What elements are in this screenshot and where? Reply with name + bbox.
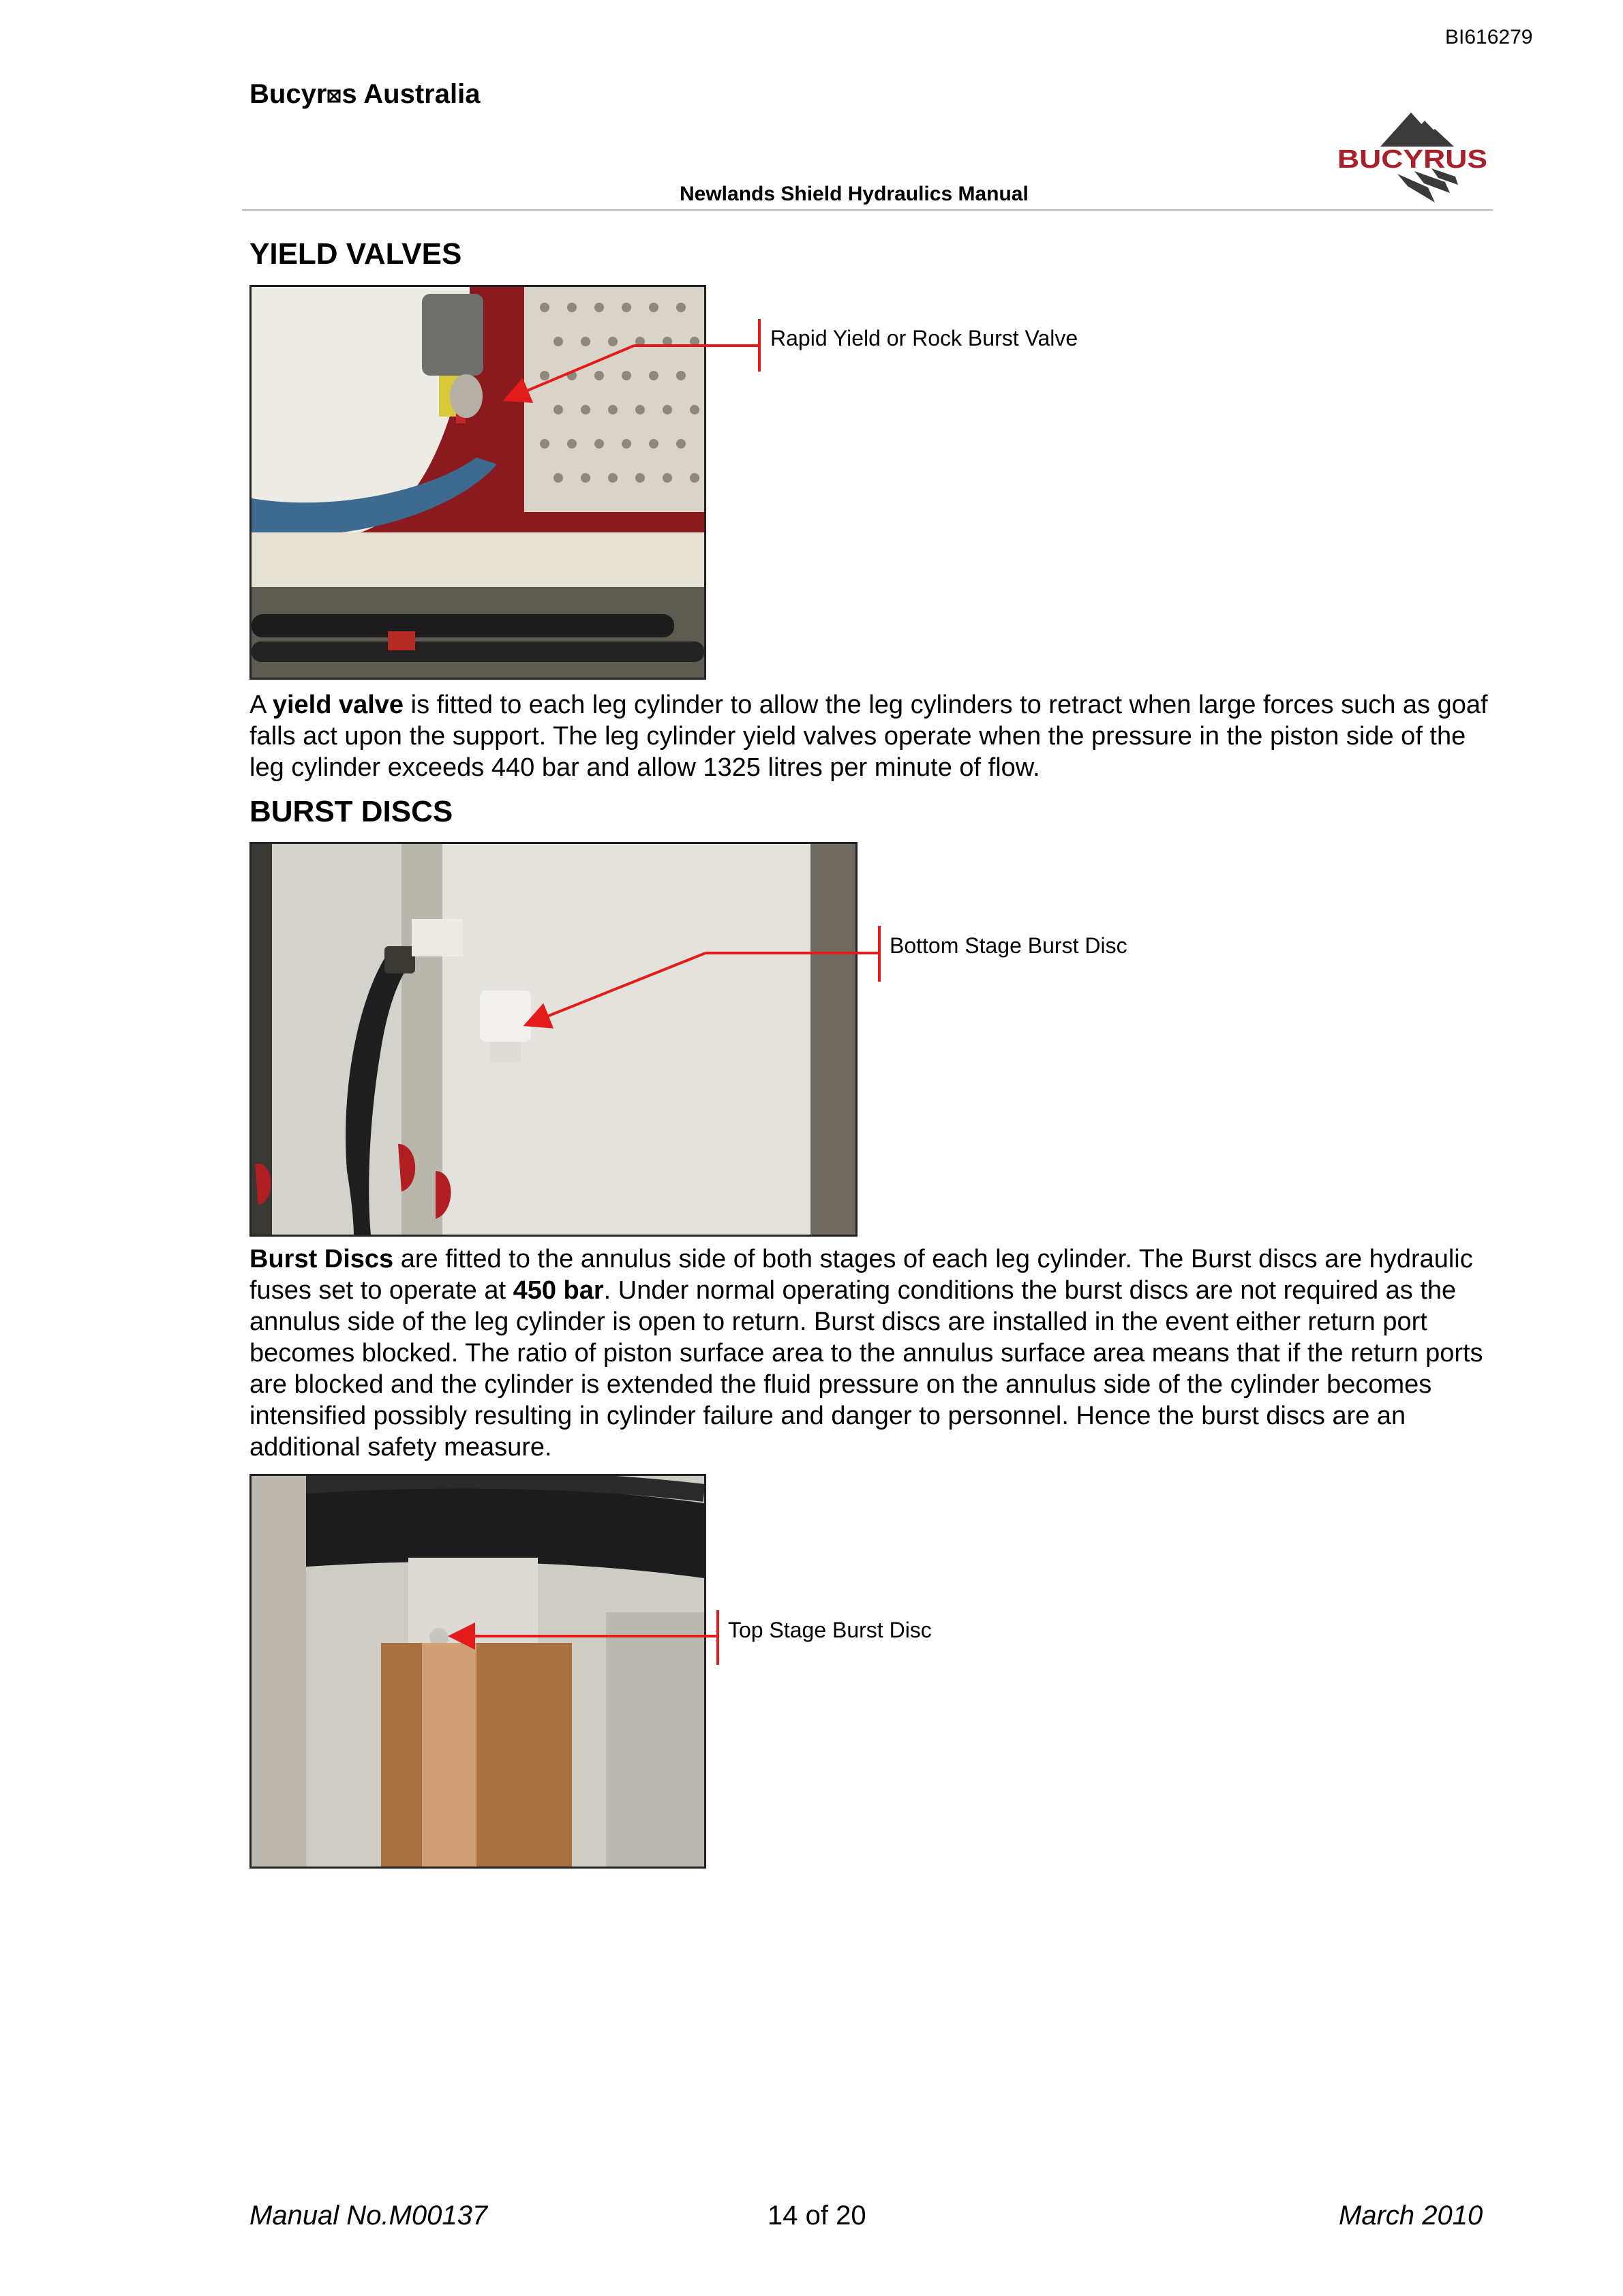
- para-text: is fitted to each leg cylinder to allow the leg cylinders to retract when large forces such as goaf falls act upon the support. The leg cylinder yield valves operate when the pressure in the piston side of the leg cylinder exceeds 440 bar and allow 1325 litres per minute of flow.: [249, 691, 1488, 782]
- yield-valve-paragraph: [249, 689, 1497, 783]
- burst-discs-paragraph: [249, 1243, 1497, 1463]
- para-text: . Under normal operating conditions the burst discs are not required as the annulus side of the leg cylinder is open to return. Burst discs are installed in the event either return port becomes blocked. The ratio of piston surface area to the annulus surface area means that if the return ports are blocked and the cylinder is extended the fluid pressure on the annulus side of the cylinder becomes intensified possibly resulting in cylinder failure and danger to personnel. Hence the burst discs are an additional safety measure.: [249, 1276, 1483, 1462]
- bottom-stage-burst-disc-photo: [249, 842, 858, 1237]
- company-name-part-1: Bucyr: [249, 79, 327, 109]
- callout-label-rapid-yield-valve: Rapid Yield or Rock Burst Valve: [770, 326, 1078, 350]
- section-heading-yield-valves: YIELD VALVES: [249, 237, 462, 271]
- footer-date: March 2010: [1339, 2201, 1483, 2231]
- top-stage-burst-disc-photo: [249, 1474, 706, 1869]
- bucyrus-logo: [1333, 106, 1493, 205]
- para-text: A: [249, 691, 273, 719]
- gear-glyph: [327, 89, 342, 104]
- para-bold-value: 450 bar: [513, 1276, 604, 1305]
- yield-valve-photo: [249, 285, 706, 680]
- callout-label-top-stage-burst-disc: Top Stage Burst Disc: [728, 1618, 932, 1642]
- section-heading-burst-discs: BURST DISCS: [249, 795, 453, 828]
- logo-text: BUCYRUS: [1337, 145, 1487, 174]
- footer-manual-number: Manual No.M00137: [249, 2201, 488, 2231]
- para-text: are fitted to the annulus side of both stages of each leg cylinder. The Burst discs are hydraulic fuses set to operate at: [249, 1245, 1473, 1305]
- company-name-part-2: s Australia: [342, 79, 481, 109]
- para-bold-term: yield valve: [272, 691, 404, 719]
- manual-title: Newlands Shield Hydraulics Manual: [680, 183, 1029, 205]
- company-name: [249, 79, 480, 110]
- callout-label-bottom-stage-burst-disc: Bottom Stage Burst Disc: [890, 933, 1127, 958]
- footer-page-number: 14 of 20: [768, 2201, 866, 2231]
- header-divider: [242, 209, 1493, 211]
- para-bold-term: Burst Discs: [249, 1245, 394, 1273]
- document-id: BI616279: [1445, 26, 1533, 48]
